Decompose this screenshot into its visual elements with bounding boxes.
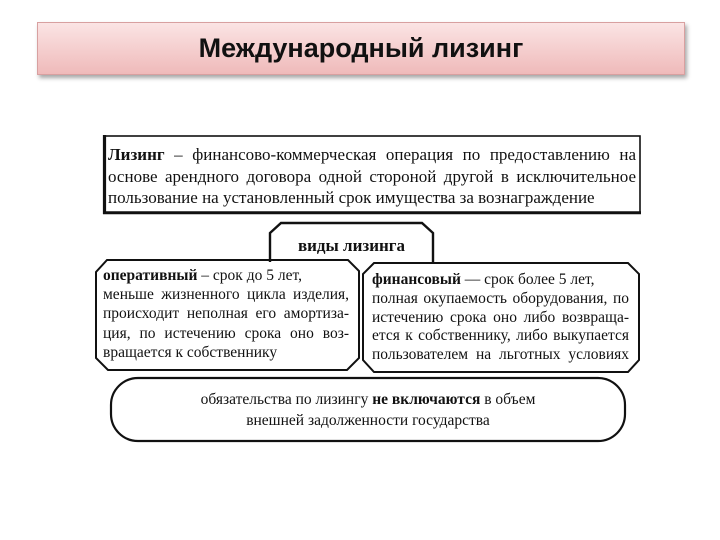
financial-line-1 [372,271,629,290]
note-emphasis: не включаются [372,391,481,408]
financial-line-5: пользователем на льготных условиях [372,346,629,364]
definition-line-3: пользование на установленный срок имущества за вознаграждение [108,188,595,207]
operating-line-3: происходит неполная его амортиза- [103,305,349,323]
definition-line-1-rest: – финансово-коммерческая операция по предоставлению на [174,145,636,164]
definition-text [108,144,636,209]
financial-line-2: полная окупаемость оборудования, по [372,289,629,307]
types-heading: виды лизинга [297,236,406,255]
financial-line-3: истечению срока оно либо возвраща- [372,308,629,326]
note-after: в объем [484,391,536,408]
definition-term: Лизинг [108,145,165,164]
note-line-2: внешней задолженности государства [246,411,490,429]
financial-text [372,271,629,365]
operating-term: оперативный [103,267,198,284]
slide-title: Международный лизинг [198,33,524,63]
financial-line-4: ется к собственнику, либо выкупается [372,327,629,345]
operating-line-4: ция, по истечению срока оно воз- [103,324,349,342]
note-line-1 [111,390,625,411]
note-text [111,390,625,431]
operating-text [103,266,349,362]
operating-line-2: меньше жизненного цикла изделия, [103,286,349,304]
operating-line-1-rest: – срок до 5 лет, [201,267,302,284]
definition-line-2: основе арендного договора одной стороной другой в исключительное [108,166,636,186]
note-before: обязательства по лизингу [200,391,369,408]
financial-line-1-rest: — срок более 5 лет, [464,271,595,288]
operating-line-1 [103,266,349,285]
operating-line-5: вращается к собственнику [103,343,278,361]
financial-term: финансовый [372,271,461,288]
definition-line-1 [108,144,636,166]
